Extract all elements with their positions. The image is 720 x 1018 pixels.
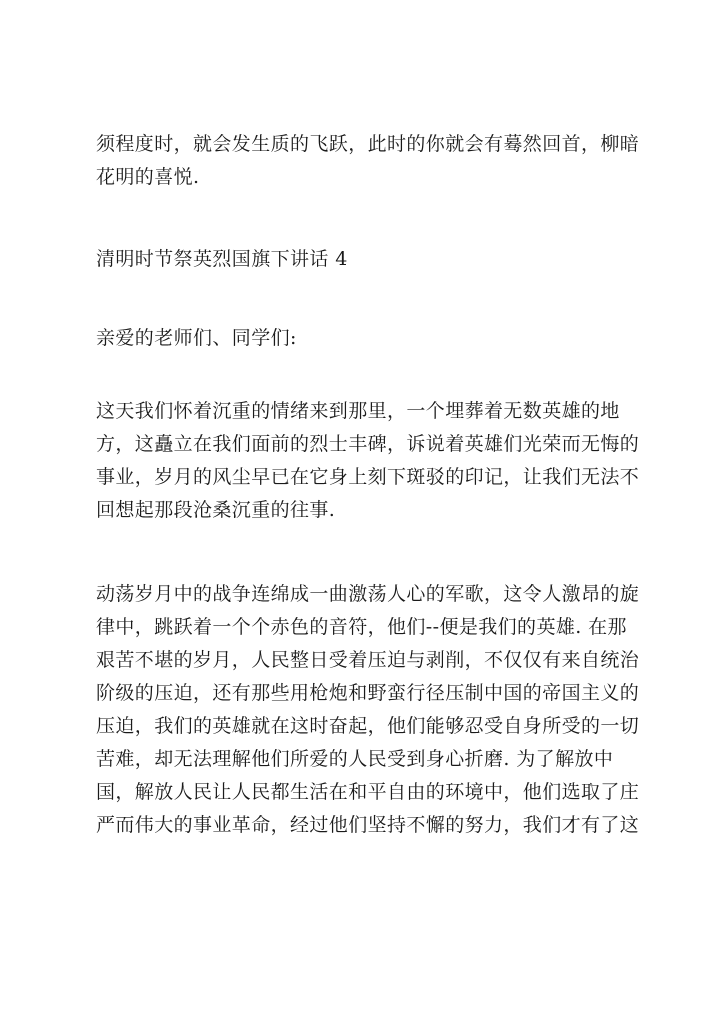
text-line: 花明的喜悦. xyxy=(96,166,200,188)
section-heading xyxy=(96,243,641,276)
paragraph-continuation xyxy=(96,128,641,194)
text-line: 回想起那段沧桑沉重的往事. xyxy=(96,499,336,521)
salutation-text: 亲爱的老师们、同学们: xyxy=(96,327,297,349)
text-line: 须程度时，就会发生质的飞跃，此时的你就会有蓦然回首，柳暗 xyxy=(96,133,640,155)
text-line: 方，这矗立在我们面前的烈士丰碑，诉说着英雄们光荣而无悔的 xyxy=(96,433,640,455)
text-line: 这天我们怀着沉重的情绪来到那里，一个埋葬着无数英雄的地 xyxy=(96,400,620,422)
text-line: 国，解放人民让人民都生活在和平自由的环境中，他们选取了庄 xyxy=(96,781,640,803)
paragraph-body-1 xyxy=(96,395,641,527)
text-line: 艰苦不堪的岁月，人民整日受着压迫与剥削，不仅仅有来自统治 xyxy=(96,649,640,671)
text-line: 事业，岁月的风尘早已在它身上刻下斑驳的印记，让我们无法不 xyxy=(96,466,640,488)
text-line: 律中，跳跃着一个个赤色的音符，他们--便是我们的英雄. 在那 xyxy=(96,616,627,638)
text-line: 阶级的压迫，还有那些用枪炮和野蛮行径压制中国的帝国主义的 xyxy=(96,682,640,704)
text-line: 动荡岁月中的战争连绵成一曲激荡人心的军歌，这令人激昂的旋 xyxy=(96,583,640,605)
paragraph-body-2 xyxy=(96,578,641,842)
text-line: 严而伟大的事业革命，经过他们坚持不懈的努力，我们才有了这 xyxy=(96,814,640,836)
salutation xyxy=(96,322,641,355)
text-line: 苦难，却无法理解他们所爱的人民受到身心折磨. 为了解放中 xyxy=(96,748,614,770)
heading-text: 清明时节祭英烈国旗下讲话 4 xyxy=(96,248,348,270)
text-line: 压迫，我们的英雄就在这时奋起，他们能够忍受自身所受的一切 xyxy=(96,715,640,737)
